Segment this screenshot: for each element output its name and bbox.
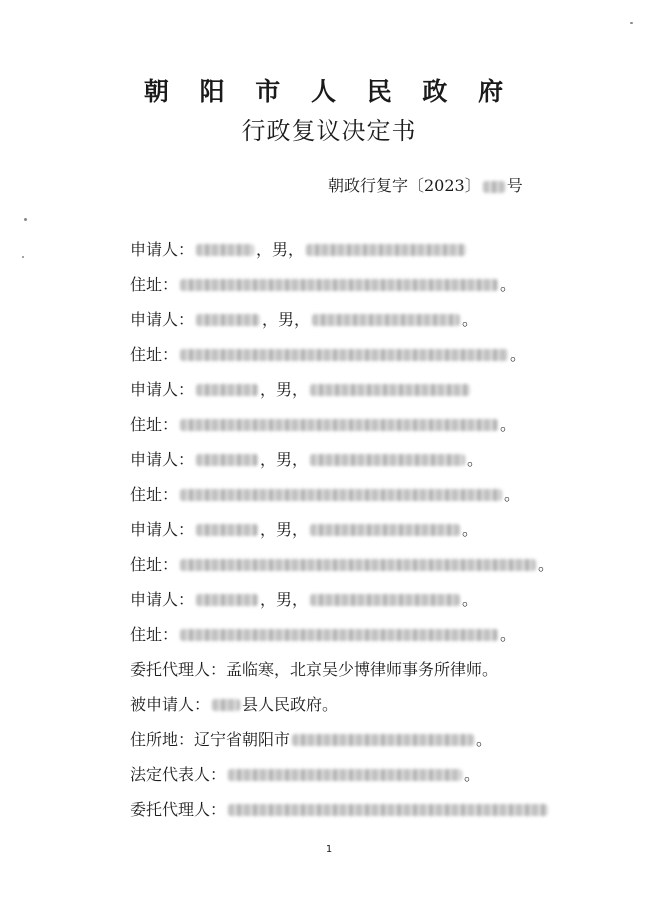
address-end: 。 (500, 274, 517, 294)
redacted-name (196, 594, 258, 606)
applicant-gender: ，男， (256, 239, 305, 259)
scan-speck (22, 256, 24, 258)
applicant-line (130, 442, 580, 477)
redacted-address (180, 629, 498, 641)
address-line (130, 337, 580, 372)
address-line (130, 617, 580, 652)
address-line (130, 547, 580, 582)
respondent-line (130, 687, 580, 722)
redacted-info (312, 314, 460, 326)
applicant-end: 。 (462, 309, 479, 329)
redacted-name (196, 244, 254, 256)
redacted-name (196, 384, 258, 396)
applicant-line (130, 372, 580, 407)
redacted-legal-rep (228, 769, 462, 781)
applicant-gender: ，男， (260, 589, 309, 609)
respondent-address-label: 住所地：辽宁省朝阳市 (130, 729, 291, 749)
applicant-line (130, 582, 580, 617)
applicant-label: 申请人： (130, 519, 195, 539)
redacted-address (180, 349, 508, 361)
applicant-label: 申请人： (130, 379, 195, 399)
applicant-end: 。 (462, 589, 479, 609)
address-label: 住址： (130, 274, 179, 294)
redacted-info (310, 454, 465, 466)
redacted-number (483, 181, 505, 193)
address-label: 住址： (130, 414, 179, 434)
address-end: 。 (500, 624, 517, 644)
address-label: 住址： (130, 554, 179, 574)
applicant-line (130, 302, 580, 337)
redacted-address (180, 559, 536, 571)
address-label: 住址： (130, 624, 179, 644)
respondent-agent-label: 委托代理人： (130, 799, 227, 819)
legal-rep-end: 。 (464, 764, 481, 784)
address-line (130, 477, 580, 512)
respondent-agent-line (130, 792, 580, 827)
redacted-county (212, 699, 240, 711)
legal-rep-label: 法定代表人： (130, 764, 227, 784)
redacted-info (310, 594, 460, 606)
document-number (328, 173, 523, 196)
redacted-name (196, 524, 258, 536)
address-end: 。 (510, 344, 527, 364)
address-label: 住址： (130, 344, 179, 364)
agent-line (130, 652, 580, 687)
applicant-end: 。 (467, 449, 484, 469)
parties-section (130, 232, 580, 827)
page-number: 1 (325, 844, 333, 855)
scan-speck (630, 22, 633, 24)
address-end: 。 (500, 414, 517, 434)
redacted-info (310, 384, 470, 396)
redacted-address (180, 279, 498, 291)
legal-rep-line (130, 757, 580, 792)
address-line (130, 407, 580, 442)
redacted-name (196, 314, 260, 326)
document-number-suffix: 号 (506, 176, 523, 195)
applicant-gender: ，男， (260, 449, 309, 469)
respondent-address-line (130, 722, 580, 757)
redacted-address (180, 419, 498, 431)
respondent-label: 被申请人： (130, 694, 211, 714)
document-number-prefix: 朝政行复字〔2023〕 (328, 176, 481, 195)
applicant-label: 申请人： (130, 589, 195, 609)
address-label: 住址： (130, 484, 179, 504)
applicant-line (130, 512, 580, 547)
agent-text: 委托代理人：孟临寒，北京吴少博律师事务所律师。 (130, 659, 499, 679)
address-end: 。 (538, 554, 555, 574)
document-subtitle: 行政复议决定书 (241, 117, 417, 145)
applicant-gender: ，男， (262, 309, 311, 329)
address-end: 。 (504, 484, 521, 504)
applicant-end: 。 (462, 519, 479, 539)
redacted-name (196, 454, 258, 466)
redacted-info (306, 244, 466, 256)
document-title: 朝 阳 市 人 民 政 府 (143, 77, 515, 106)
respondent-address-end: 。 (476, 729, 493, 749)
redacted-agent (228, 804, 548, 816)
applicant-label: 申请人： (130, 239, 195, 259)
redacted-address (180, 489, 502, 501)
respondent-text: 县人民政府。 (242, 694, 339, 714)
applicant-gender: ，男， (260, 519, 309, 539)
address-line (130, 267, 580, 302)
applicant-label: 申请人： (130, 449, 195, 469)
redacted-info (310, 524, 460, 536)
redacted-address (292, 734, 474, 746)
applicant-gender: ，男， (260, 379, 309, 399)
scan-speck (24, 218, 27, 221)
applicant-line (130, 232, 580, 267)
applicant-label: 申请人： (130, 309, 195, 329)
